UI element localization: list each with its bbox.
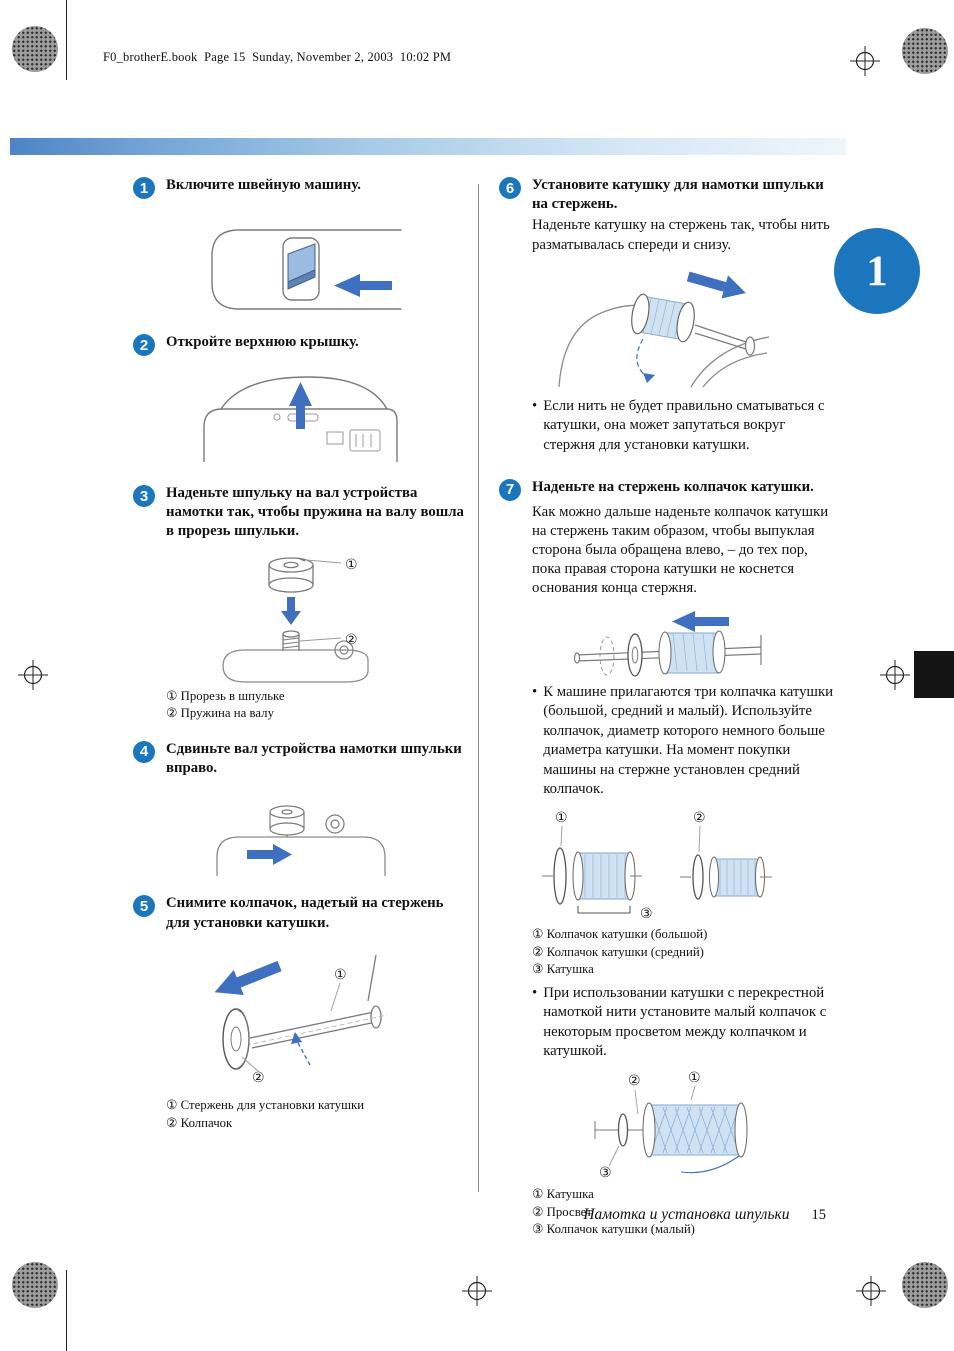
footer-page-number: 15 [811,1207,826,1223]
cap-removal-figure [133,941,467,1085]
arrow-right-icon [247,844,292,865]
spool-on-pin-figure [499,263,837,389]
step-3-badge: 3 [133,485,155,507]
step-7-body: Как можно дальше наденьте колпачок катушки на стержень таким образом, чтобы выпуклая сторона была обращена влево, – до тех пор, пока правая сторона катушки не коснется основания конца стержня. [532,503,829,597]
step-6-note [532,397,837,456]
legend-item: ③ Катушка [532,962,594,977]
power-switch-figure [133,225,467,313]
legend-item: ③ Колпачок катушки (малый) [532,1222,695,1237]
callout-3-label: ③ [640,906,653,922]
step-4-badge: 4 [133,741,155,763]
cross-wound-spool-figure [499,1070,837,1184]
footer-chapter-title: Намотка и установка шпульки [583,1206,790,1223]
bullet: • [532,683,538,700]
step-2 [133,333,467,356]
registration-target-bottom-center [462,1276,492,1306]
caps-comparison-illustration [528,808,808,924]
legend-item: ① Прорезь в шпульке [166,688,285,703]
step-1-badge: 1 [133,177,155,199]
step-3-legend [166,688,467,722]
bobbin-shaft-figure [133,548,467,684]
spool-cap [628,634,642,676]
thread-arrow-icon [643,373,655,383]
thread-body [665,633,719,673]
winder-slide-illustration [195,784,405,876]
callout-1-label: ① [688,1070,701,1086]
step-6-title: Установите катушку для намотки шпульки на стержень. [532,177,824,213]
legend-item: ① Стержень для установки катушки [166,1097,365,1112]
step-7 [499,478,837,501]
left-column [133,176,467,1132]
arrow-left-icon [334,274,392,297]
halftone-patch-top-left [12,26,58,72]
bullet: • [532,397,538,414]
top-cover-illustration [190,368,410,464]
step-7-badge: 7 [499,479,521,501]
bobbin-shaft-illustration [195,548,405,684]
large-cap [554,848,566,904]
cap-removal-illustration [180,941,420,1085]
arrow-left-icon [672,611,729,632]
step-7-legend-a [532,926,837,978]
cap-onto-pin-figure [499,605,837,681]
step-3 [133,484,467,542]
step-1-title: Включите швейную машину. [166,177,361,193]
step-6 [499,176,837,214]
power-switch-illustration [195,225,405,313]
legend-item: ② Просвет [532,1204,592,1219]
step-7-note-1 [532,683,837,800]
page-footer [583,1206,826,1224]
arrow-down-icon [281,597,301,625]
step-5-badge: 5 [133,895,155,917]
chapter-tab: 1 [834,228,920,314]
callout-1-label: ① [334,967,347,983]
step-2-badge: 2 [133,334,155,356]
arrow-up-icon [289,382,312,429]
step-5 [133,894,467,932]
winder-slide-figure [133,784,467,876]
thread-line [681,1156,739,1173]
step-6-body: Наденьте катушку на стержень так, чтобы нить разматывалась спереди и снизу. [532,217,830,253]
step-5-title: Снимите колпачок, надетый на стержень для установки катушки. [166,895,444,931]
step-7-title: Наденьте на стержень колпачок катушки. [532,478,814,495]
thread-body [714,859,760,896]
crop-mark-bottom-left [66,1270,67,1351]
step-4 [133,740,467,778]
arrow-upleft-icon [210,953,285,1004]
step-7-note-2 [532,984,837,1062]
header-band [10,138,846,155]
callout-2-label: ② [252,1070,265,1085]
note-text: Если нить не будет правильно сматываться с катушки, она может запутаться вокруг стержня для установки катушки. [543,397,825,453]
step-5-legend [166,1097,467,1131]
legend-item: ② Колпачок катушки (средний) [532,944,704,959]
step-6-badge: 6 [499,177,521,199]
medium-cap [693,855,703,899]
halftone-patch-bottom-left [12,1262,58,1308]
callout-2-label: ② [693,810,706,826]
column-divider [478,184,479,1192]
right-column [499,176,837,1239]
registration-target-mid-left [18,660,48,690]
note-text: К машине прилагаются три колпачка катушки (большой, средний и малый). Используйте колпачок, диаметр которого немного больше диаметра катушки. На момент покупки машины на стержне установлен средний колпачок. [543,683,834,798]
spool-on-pin-illustration [543,263,793,389]
registration-target-mid-right [880,660,910,690]
crop-mark-top-left [66,0,67,80]
halftone-patch-top-right [902,28,948,74]
legend-item: ① Катушка [532,1186,594,1201]
cross-wound-spool-illustration [543,1070,793,1184]
color-patch-mid-right [914,651,954,698]
step-4-title: Сдвиньте вал устройства намотки шпульки вправо. [166,740,462,777]
thread-body [578,853,630,899]
halftone-patch-bottom-right [902,1262,948,1308]
step-3-title: Наденьте шпульку на вал устройства намотки так, чтобы пружина на валу вошла в прорезь шпульки. [166,485,464,540]
arrow-right-icon [685,265,749,305]
caps-comparison-figure [499,808,837,924]
legend-item: ① Колпачок катушки (большой) [532,926,708,941]
callout-2-label: ② [345,632,358,648]
top-cover-figure [133,368,467,464]
registration-target-bottom-right [856,1276,886,1306]
callout-1-label: ① [555,810,568,826]
callout-2-label: ② [628,1073,641,1089]
cap-onto-pin-illustration [543,605,793,681]
print-header: F0_brotherE.book Page 15 Sunday, November 2, 2003 10:02 PM [103,50,452,64]
spool-bracket [578,906,630,913]
note-text: При использовании катушки с перекрестной намоткой нити установите малый колпачок с некоторым просветом между колпачком и катушкой. [543,984,827,1060]
callout-1-label: ① [345,557,358,573]
cap-ghost [600,637,614,675]
step-2-title: Откройте верхнюю крышку. [166,334,359,350]
small-cap [619,1114,628,1146]
bullet: • [532,984,538,1001]
legend-item: ② Пружина на валу [166,706,274,721]
callout-3-label: ③ [599,1165,612,1181]
registration-target-top-right [850,46,880,76]
legend-item: ② Колпачок [166,1115,233,1130]
step-1 [133,176,467,199]
